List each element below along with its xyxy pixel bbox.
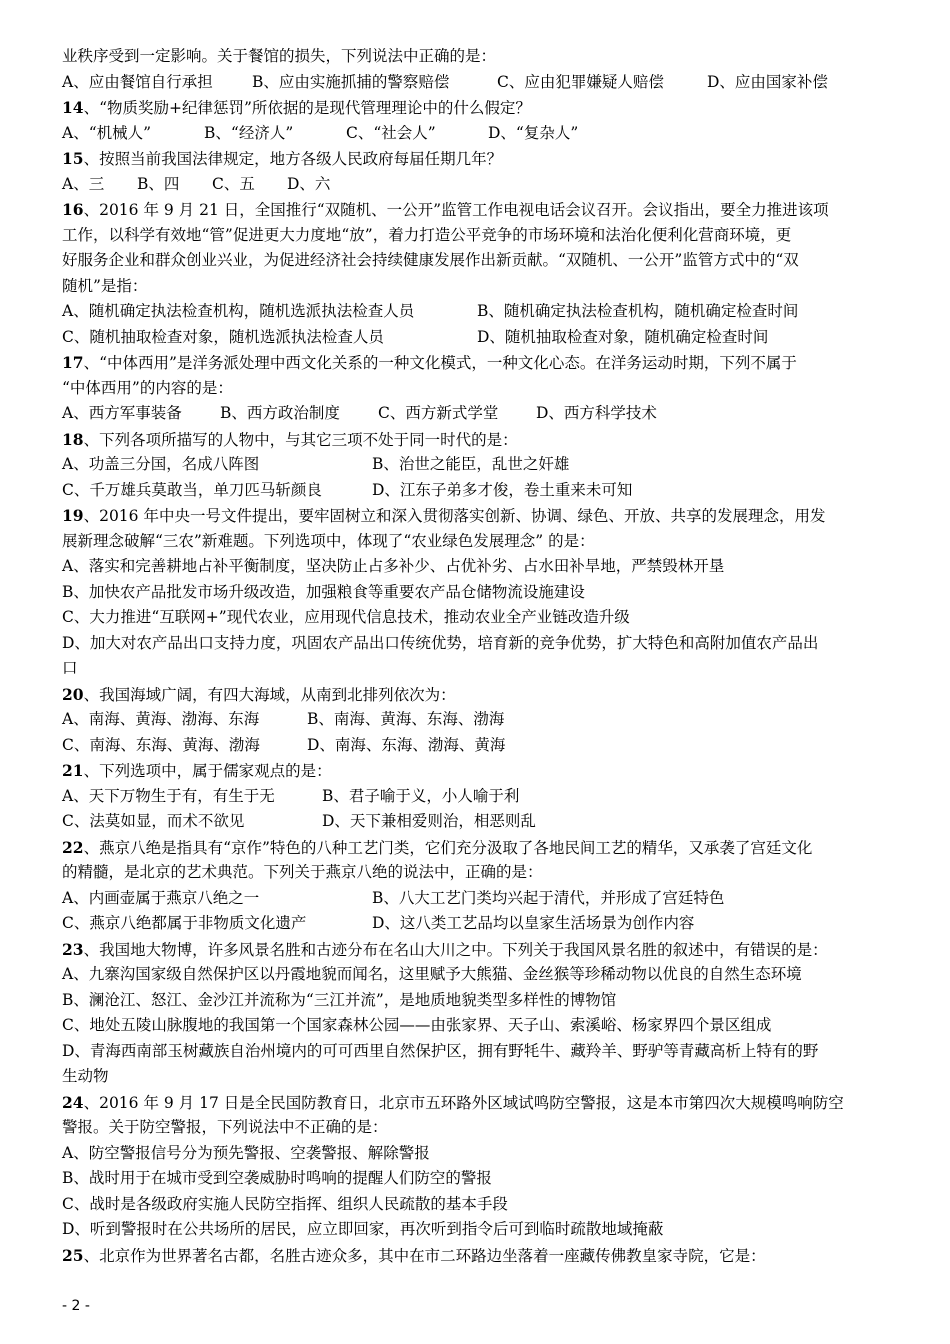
question-16-options	[62, 325, 892, 351]
question-19-line: 展新理念破解“三农”新难题。下列选项中，体现了“农业绿色发展理念” 的是：	[62, 531, 595, 550]
question-14-options	[62, 121, 892, 147]
option-d: D、青海西南部玉树藏族自治州境内的可可西里自然保护区，拥有野牦牛、藏羚羊、野驴等青藏高析上特有的野	[62, 1041, 819, 1060]
option-d: D、随机抽取检查对象，随机确定检查时间	[477, 327, 769, 346]
option-d: D、这八类工艺品均以皇家生活场景为创作内容	[372, 914, 695, 932]
option-a: A、随机确定执法检查机构，随机选派执法检查人员	[62, 302, 415, 320]
option-b: B、君子喻于义，小人喻于利	[322, 786, 520, 805]
option-b: B、八大工艺门类均兴起于清代，并形成了宫廷特色	[372, 888, 725, 907]
option-c: C、随机抽取检查对象，随机选派执法检查人员	[62, 327, 384, 346]
option-d: D、“复杂人”	[488, 123, 579, 142]
option-b: B、南海、黄海、东海、渤海	[307, 710, 505, 728]
question-15-options	[62, 172, 892, 198]
question-25: 25、北京作为世界著名古都，名胜古迹众多，其中在市二环路边坐落着一座藏传佛教皇家寺院，它是：	[62, 1245, 766, 1265]
option-d: D、西方科学技术	[536, 404, 657, 422]
option-c: C、五	[212, 174, 255, 193]
question-18-options	[62, 452, 892, 478]
question-16-line: 好服务企业和群众创业兴业，为促进经济社会持续健康发展作出新贡献。“双随机、一公开”监管方式中的“双	[62, 251, 799, 269]
option-c: C、西方新式学堂	[378, 404, 499, 422]
question-22-options	[62, 911, 892, 937]
option-b: B、澜沧江、怒江、金沙江并流称为“三江并流”，是地质地貌类型多样性的博物馆	[62, 990, 617, 1009]
question-20-options	[62, 733, 892, 759]
option-d-continued: 生动物	[62, 1067, 109, 1085]
document-page	[62, 44, 892, 1268]
option-a: A、功盖三分国，名成八阵图	[62, 455, 260, 473]
option-d: D、天下兼相爱则治，相恶则乱	[322, 812, 536, 830]
question-16-line: 随机”是指：	[62, 276, 148, 295]
option-b: B、应由实施抓捕的警察赔偿	[252, 72, 450, 91]
option-a: A、内画壶属于燕京八绝之一	[62, 888, 260, 907]
option-d: D、加大对农产品出口支持力度，巩固农产品出口传统优势，培育新的竞争优势，扩大特色和高附加值农产品出	[62, 633, 819, 652]
option-a: A、南海、黄海、渤海、东海	[62, 710, 260, 728]
option-c: C、大力推进“互联网+”现代农业，应用现代信息技术，推动农业全产业链改造升级	[62, 608, 630, 626]
option-b: B、治世之能臣，乱世之奸雄	[372, 455, 570, 473]
option-a: A、西方军事装备	[62, 404, 182, 422]
question-20: 20、我国海域广阔，有四大海域，从南到北排列依次为：	[62, 684, 456, 704]
question-15: 15、按照当前我国法律规定，地方各级人民政府每届任期几年？	[62, 149, 503, 168]
option-b: B、“经济人”	[204, 123, 294, 142]
option-c: C、燕京八绝都属于非物质文化遗产	[62, 914, 307, 932]
option-c: C、法莫如显，而术不欲见	[62, 812, 245, 830]
option-d: D、南海、东海、渤海、黄海	[307, 735, 506, 754]
question-23: 23、我国地大物博，许多风景名胜和古迹分布在名山大川之中。下列关于我国风景名胜的叙述中，有错误的是：	[62, 939, 828, 959]
question-18: 18、下列各项所描写的人物中，与其它三项不处于同一时代的是：	[62, 429, 518, 449]
option-a: A、九寨沟国家级自然保护区以丹霞地貌而闻名，这里赋予大熊猫、金丝猴等珍稀动物以优良的自然生态环境	[62, 965, 802, 983]
question-22: 22、燕京八绝是指具有“京作”特色的八种工艺门类，它们充分汲取了各地民间工艺的精华，又承袭了宫廷文化	[62, 837, 813, 857]
question-13-stem-tail: 业秩序受到一定影响。关于餐馆的损失，下列说法中正确的是：	[62, 47, 497, 65]
question-16: 16、2016 年 9 月 21 日，全国推行“双随机、一公开”监管工作电视电话会议召开。会议指出，要全力推进该项	[62, 200, 829, 219]
option-a: A、防空警报信号分为预先警报、空袭警报、解除警报	[62, 1143, 430, 1162]
option-d: D、应由国家补偿	[707, 72, 828, 91]
question-20-options	[62, 707, 892, 733]
question-17-line: “中体西用”的内容的是：	[62, 378, 233, 397]
option-a: A、天下万物生于有，有生于无	[62, 786, 275, 805]
question-17: 17、“中体西用”是洋务派处理中西文化关系的一种文化模式，一种文化心态。在洋务运动时期，下列不属于	[62, 353, 797, 372]
option-b: B、随机确定执法检查机构，随机确定检查时间	[477, 302, 799, 320]
option-d-continued: 口	[62, 659, 78, 677]
option-c: C、南海、东海、黄海、渤海	[62, 735, 260, 754]
question-21-options	[62, 784, 892, 810]
option-a: A、落实和完善耕地占补平衡制度，坚决防止占多补少、占优补劣、占水田补旱地，严禁毁林开垦	[62, 557, 725, 575]
option-c: C、应由犯罪嫌疑人赔偿	[497, 72, 664, 91]
question-16-line: 工作，以科学有效地“管”促进更大力度地“放”，着力打造公平竞争的市场环境和法治化便利化营商环境，更	[62, 225, 792, 244]
option-c: C、战时是各级政府实施人民防空指挥、组织人民疏散的基本手段	[62, 1194, 508, 1213]
option-b: B、加快农产品批发市场升级改造，加强粮食等重要农产品仓储物流设施建设	[62, 582, 585, 601]
option-b: B、四	[137, 174, 180, 193]
question-21: 21、下列选项中，属于儒家观点的是：	[62, 761, 332, 780]
option-b: B、战时用于在城市受到空袭威胁时鸣响的提醒人们防空的警报	[62, 1169, 492, 1187]
question-17-options	[62, 401, 892, 427]
page-number: - 2 -	[62, 1298, 90, 1314]
option-d: D、江东子弟多才俊，卷土重来未可知	[372, 480, 633, 499]
question-14: 14、“物质奖励+纪律惩罚”所依据的是现代管理理论中的什么假定？	[62, 98, 531, 117]
question-22-line: 的精髓，是北京的艺术典范。下列关于燕京八绝的说法中，正确的是：	[62, 863, 543, 881]
question-24-line: 警报。关于防空警报，下列说法中不正确的是：	[62, 1118, 388, 1136]
question-21-options	[62, 809, 892, 835]
question-18-options	[62, 478, 892, 504]
question-22-options	[62, 886, 892, 912]
option-c: C、千万雄兵莫敢当，单刀匹马斩颜良	[62, 480, 322, 499]
option-a: A、“机械人”	[62, 123, 152, 142]
option-a: A、应由餐馆自行承担	[62, 72, 213, 91]
question-13-options	[62, 70, 892, 96]
option-d: D、六	[287, 174, 331, 193]
question-19: 19、2016 年中央一号文件提出，要牢固树立和深入贯彻落实创新、协调、绿色、开放、共享的发展理念，用发	[62, 506, 826, 525]
option-d: D、听到警报时在公共场所的居民，应立即回家，再次听到指令后可到临时疏散地域掩蔽	[62, 1220, 664, 1238]
option-c: C、地处五陵山脉腹地的我国第一个国家森林公园——由张家界、天子山、索溪峪、杨家界四个景区组成	[62, 1016, 772, 1034]
option-c: C、“社会人”	[346, 123, 436, 142]
question-24: 24、2016 年 9 月 17 日是全民国防教育日，北京市五环路外区域试鸣防空警报，这是本市第四次大规模鸣响防空	[62, 1092, 844, 1112]
option-b: B、西方政治制度	[220, 404, 340, 422]
option-a: A、三	[62, 174, 105, 193]
question-16-options	[62, 299, 892, 325]
